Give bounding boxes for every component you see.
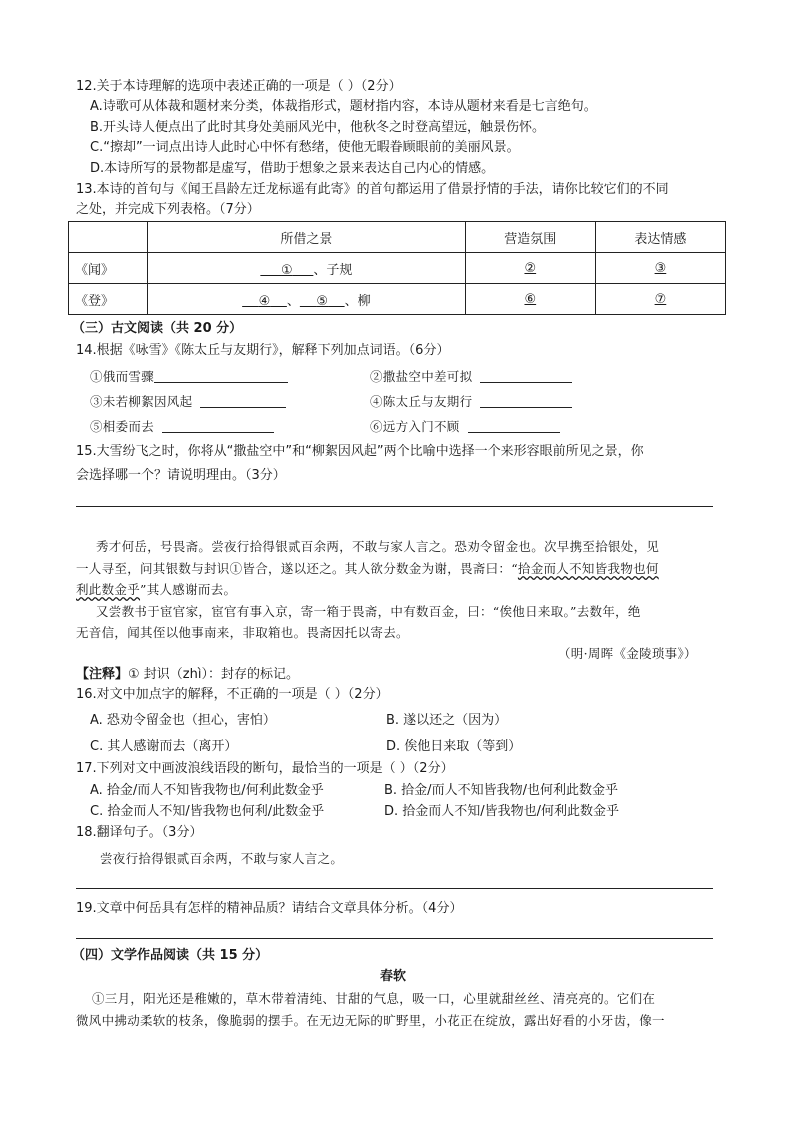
article-title: 春软 [380, 969, 407, 984]
q13-comparison-table [68, 221, 726, 315]
passage-p1-line1: 秀才何岳，号畏斋。尝夜行拾得银贰百余两，不敢与家人言之。恐劝令留金也。次早携至拾银处，见 [96, 539, 660, 554]
q14-answer-3[interactable] [200, 393, 286, 408]
q15-stem-line1: 15.大雪纷飞之时，你将从“撒盐空中”和“柳絮因风起”两个比喻中选择一个来形容眼前所见之景，你 [76, 444, 644, 459]
deng-atmosphere-cell[interactable] [465, 284, 595, 315]
passage-p2-line2: 无音信，闻其侄以他事南来，非取箱也。畏斋因托以寄去。 [76, 625, 409, 640]
blank-4[interactable]: ④ [258, 293, 271, 309]
deng-emotion-cell[interactable] [595, 284, 725, 315]
blank-6[interactable]: ⑥ [524, 291, 537, 307]
q14-answer-1[interactable] [154, 368, 288, 383]
q14-answer-2[interactable] [480, 368, 572, 383]
wen-scene-cell [148, 253, 466, 284]
deng-scene-suffix: 、柳 [344, 293, 371, 309]
blank-5[interactable]: ⑤ [316, 293, 329, 309]
q14-answer-6[interactable] [468, 418, 560, 433]
q15-answer-line[interactable] [76, 506, 713, 507]
table-header-scene: 所借之景 [148, 222, 466, 253]
table-header-row [69, 222, 726, 253]
row-label-deng: 《登》 [69, 284, 148, 315]
q16-stem: 16.对文中加点字的解释，不正确的一项是（ ）（2分） [76, 687, 389, 702]
q14-item-4: ④陈太丘与友期行 [370, 393, 572, 411]
q14-item-3: ③未若柳絮因风起 [90, 393, 286, 411]
wavy-underlined-text: 拾金而人不知皆我物也何 [517, 561, 659, 576]
blank-2[interactable]: ② [524, 260, 537, 276]
q16-option-a: A. 恐劝令留金也（担心，害怕） [90, 713, 276, 728]
table-row-deng [69, 284, 726, 315]
q14-item-1: ①俄而雪骤 [90, 368, 288, 386]
table-header-atmosphere: 营造氛围 [465, 222, 595, 253]
q16-option-d: D. 俟他日来取（等到） [386, 739, 522, 754]
blank-1[interactable]: ① [281, 262, 293, 278]
q18-sentence: 尝夜行拾得银贰百余两，不敢与家人言之。 [100, 851, 344, 866]
wen-emotion-cell[interactable] [595, 253, 725, 284]
q12-option-a: A.诗歌可从体裁和题材来分类，体裁指形式，题材指内容，本诗从题材来看是七言绝句。 [90, 99, 597, 114]
q17-stem: 17.下列对文中画波浪线语段的断句，最恰当的一项是（ ）（2分） [76, 761, 454, 776]
q17-option-b: B. 拾金/而人不知皆我物/也何利此数金乎 [384, 783, 618, 798]
q14-item-2: ②撒盐空中差可拟 [370, 368, 572, 386]
article-p1-line2: 微风中拂动柔软的枝条，像脆弱的摆手。在无边无际的旷野里，小花正在绽放，露出好看的小牙齿，像一 [76, 1013, 665, 1028]
blank-7[interactable]: ⑦ [654, 291, 667, 307]
wavy-underlined-text-cont: 利此数金乎 [76, 582, 141, 597]
q14-answer-5[interactable] [162, 418, 274, 433]
q14-answer-4[interactable] [480, 393, 572, 408]
q12-stem: 12.关于本诗理解的选项中表述正确的一项是（ ）（2分） [76, 79, 402, 94]
passage-source: （明·周晖《金陵琐事》） [558, 646, 697, 661]
q14-item-6: ⑥远方入门不顾 [370, 418, 560, 436]
q14-stem: 14.根据《咏雪》《陈太丘与友期行》，解释下列加点词语。（6分） [76, 343, 450, 358]
blank-3[interactable]: ③ [654, 260, 667, 276]
passage-p1-line3: 利此数金乎”其人感谢而去。 [76, 582, 237, 597]
article-p1-line1: ①三月，阳光还是稚嫩的，草木带着清纯、甘甜的气息，吸一口，心里就甜丝丝、清亮亮的。它们在 [92, 991, 656, 1006]
q12-option-c: C.“擦却”一词点出诗人此时心中怀有愁绪，使他无暇眷顾眼前的美丽风景。 [90, 140, 520, 155]
q12-option-b: B.开头诗人便点出了此时其身处美丽风光中，他秋冬之时登高望远，触景伤怀。 [90, 120, 546, 135]
passage-p2-line1: 又尝教书于宦官家，宦官有事入京，寄一箱于畏斋，中有数百金，曰：“俟他日来取。”去数年，绝 [96, 604, 641, 619]
q16-option-c: C. 其人感谢而去（离开） [90, 739, 238, 754]
q12-option-d: D.本诗所写的景物都是虚写，借助于想象之景来表达自己内心的情感。 [90, 161, 495, 176]
q13-stem-line1: 13.本诗的首句与《闻王昌龄左迁龙标遥有此寄》的首句都运用了借景抒情的手法，请你比较它们的不同 [76, 182, 669, 197]
table-header-empty [69, 222, 148, 253]
q15-stem-line2: 会选择哪一个？请说明理由。（3分） [76, 468, 286, 483]
section4-title: （四）文学作品阅读（共 15 分） [72, 948, 269, 963]
passage-note: 【注释】① 封识（zhì）：封存的标记。 [76, 667, 299, 682]
q18-answer-line[interactable] [76, 888, 713, 889]
row-label-wen: 《闻》 [69, 253, 148, 284]
q16-option-b: B. 遂以还之（因为） [386, 713, 508, 728]
q18-stem: 18.翻译句子。（3分） [76, 825, 203, 840]
deng-scene-cell: ④ 、 ⑤ 、柳 [148, 284, 466, 315]
q17-option-d: D. 拾金而人不知/皆我物也/何利此数金乎 [384, 804, 620, 819]
passage-p1-line2: 一人寻至，问其银数与封识①皆合，遂以还之。其人欲分数金为谢，畏斋曰：“拾金而人不知皆我物也何 [76, 561, 659, 576]
section3-title: （三）古文阅读（共 20 分） [72, 321, 243, 336]
q13-stem-line2: 之处，并完成下列表格。（7分） [76, 202, 260, 217]
table-row-wen [69, 253, 726, 284]
wen-scene-suffix: 、子规 [313, 262, 353, 278]
q14-item-5: ⑤相委而去 [90, 418, 274, 436]
q17-option-a: A. 拾金/而人不知皆我物也/何利此数金乎 [90, 783, 324, 798]
wen-atmosphere-cell[interactable] [465, 253, 595, 284]
q17-option-c: C. 拾金而人不知/皆我物也何利/此数金乎 [90, 804, 325, 819]
q19-answer-line[interactable] [76, 938, 713, 939]
table-header-emotion: 表达情感 [595, 222, 725, 253]
q19-stem: 19.文章中何岳具有怎样的精神品质？请结合文章具体分析。（4分） [76, 901, 463, 916]
